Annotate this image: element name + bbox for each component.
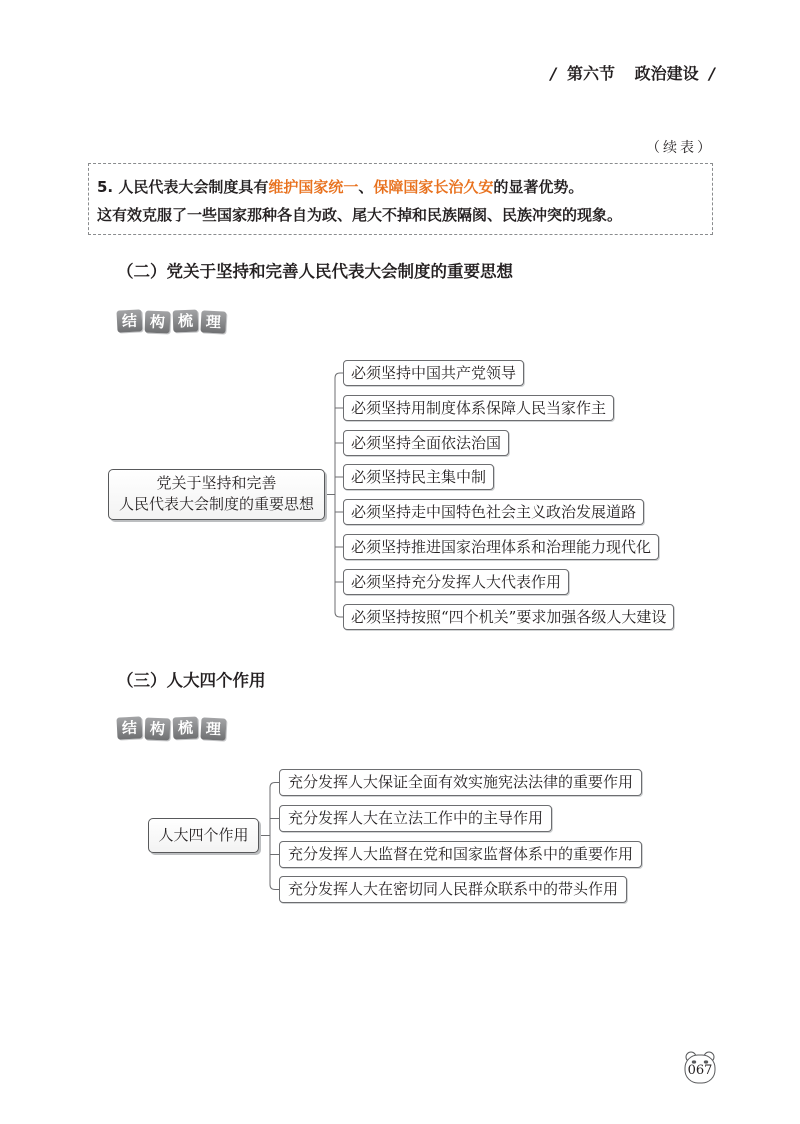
mindmap1-branch: 必须坚持中国共产党领导 bbox=[343, 360, 524, 386]
mindmap1-bracket bbox=[335, 373, 343, 617]
notes-text: 的显著优势。 bbox=[493, 178, 584, 196]
badge-tile: 梳 bbox=[173, 310, 199, 333]
mindmap1-branch: 必须坚持充分发挥人大代表作用 bbox=[343, 569, 569, 595]
badge-tile: 构 bbox=[145, 718, 171, 741]
mindmap1-branch: 必须坚持全面依法治国 bbox=[343, 430, 509, 456]
mindmap2-branch: 充分发挥人大在立法工作中的主导作用 bbox=[279, 805, 552, 832]
badge-tile: 构 bbox=[145, 311, 171, 334]
notes-line-1 bbox=[97, 173, 712, 201]
continued-table-label: （续表） bbox=[646, 140, 714, 156]
badge-tile: 梳 bbox=[173, 717, 199, 740]
mindmap1-root-line-2: 人民代表大会制度的重要思想 bbox=[118, 495, 314, 513]
notes-line-2: 这有效克服了一些国家那种各自为政、尾大不掉和民族隔阂、民族冲突的现象。 bbox=[97, 206, 623, 224]
header-section-title: 政治建设 bbox=[634, 64, 699, 83]
section-heading-3: （三）人大四个作用 bbox=[117, 671, 266, 690]
page-number: 067 bbox=[687, 1063, 713, 1078]
notes-text: 、 bbox=[358, 178, 374, 196]
badge-tile: 理 bbox=[200, 310, 226, 333]
mindmap1-stubs bbox=[335, 408, 343, 582]
header-divider: / bbox=[550, 64, 557, 83]
header-section-label: 第六节 bbox=[566, 64, 615, 83]
structure-badge bbox=[117, 717, 229, 741]
mindmap1-root-line-1: 党关于坚持和完善 bbox=[156, 474, 277, 492]
mindmap1-root bbox=[108, 469, 325, 520]
header-divider: / bbox=[709, 64, 715, 83]
badge-tile: 结 bbox=[116, 716, 142, 739]
mindmap2-branch: 充分发挥人大保证全面有效实施宪法法律的重要作用 bbox=[279, 769, 642, 796]
notes-text: 5. 人民代表大会制度具有 bbox=[97, 178, 269, 196]
notes-box bbox=[88, 163, 713, 235]
mindmap1-branch: 必须坚持按照“四个机关”要求加强各级人大建设 bbox=[343, 604, 674, 630]
mindmap1-branch: 必须坚持推进国家治理体系和治理能力现代化 bbox=[343, 534, 659, 560]
mindmap1-branch: 必须坚持用制度体系保障人民当家作主 bbox=[343, 395, 614, 421]
structure-badge bbox=[117, 310, 229, 334]
mindmap2-stubs bbox=[270, 819, 279, 855]
mindmap2-branch: 充分发挥人大在密切同人民群众联系中的带头作用 bbox=[279, 876, 627, 903]
highlight-text: 维护国家统一 bbox=[268, 178, 359, 196]
mindmap2-branch: 充分发挥人大监督在党和国家监督体系中的重要作用 bbox=[279, 841, 642, 868]
mindmap1-branch: 必须坚持走中国特色社会主义政治发展道路 bbox=[343, 499, 644, 525]
highlight-text: 保障国家长治久安 bbox=[373, 178, 494, 196]
badge-tile: 结 bbox=[116, 309, 142, 332]
section-heading-2: （二）党关于坚持和完善人民代表大会制度的重要思想 bbox=[117, 262, 513, 281]
mindmap1-branch: 必须坚持民主集中制 bbox=[343, 464, 494, 490]
badge-tile: 理 bbox=[200, 717, 226, 740]
mindmap2-root: 人大四个作用 bbox=[148, 818, 259, 853]
running-header bbox=[551, 63, 715, 85]
mindmap2-bracket bbox=[270, 783, 279, 890]
